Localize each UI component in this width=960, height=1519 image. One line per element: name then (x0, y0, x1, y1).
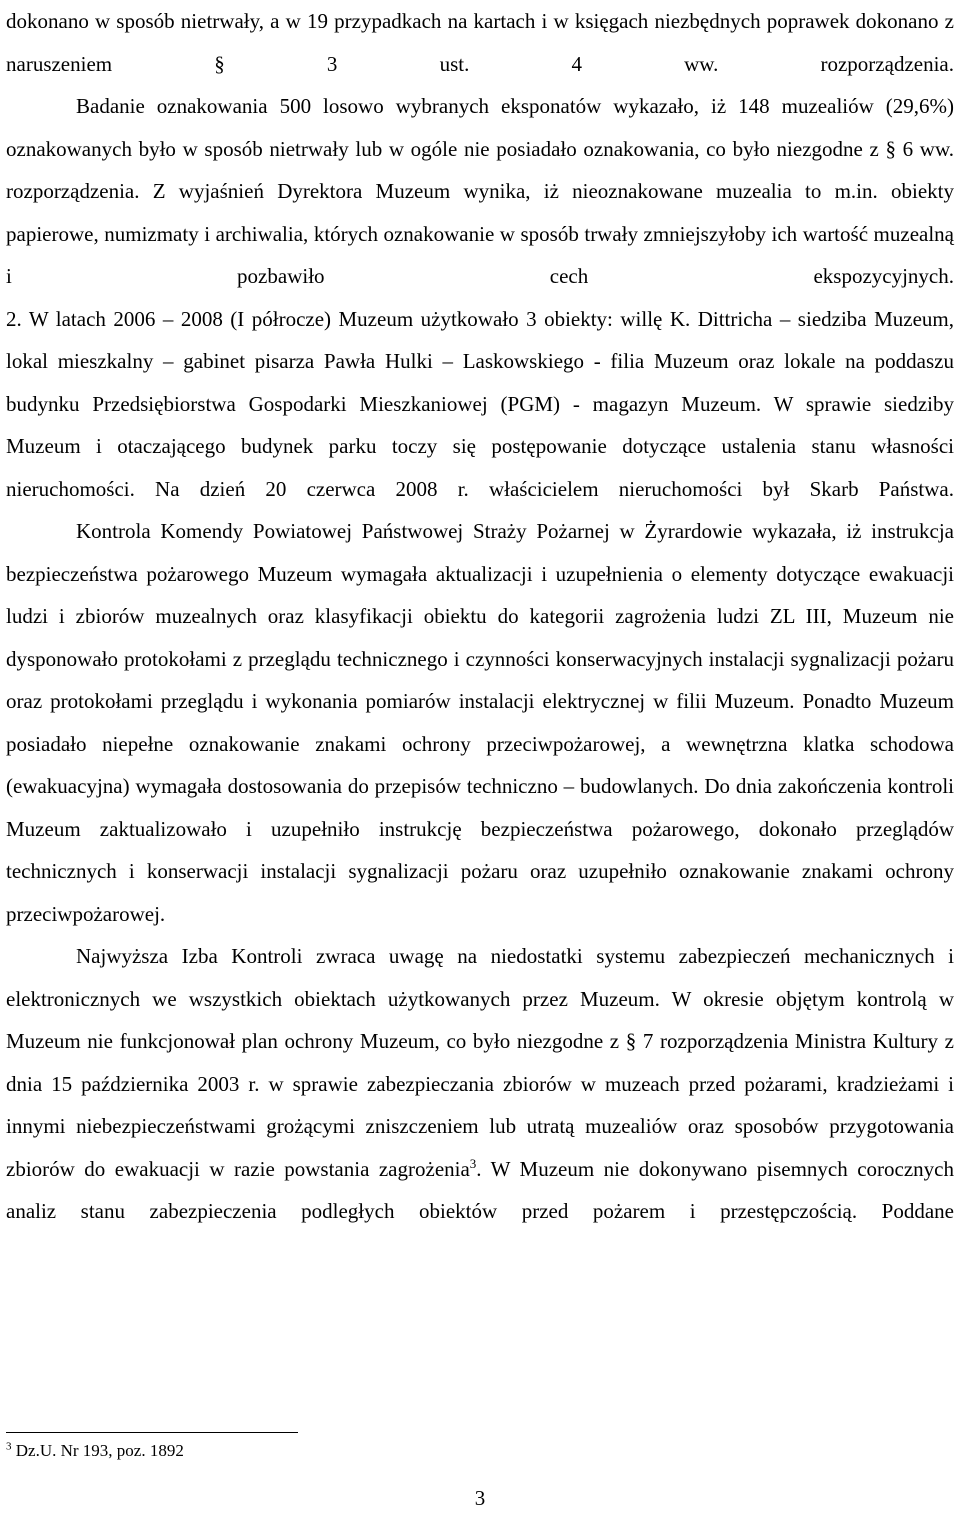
paragraph-2: Badanie oznakowania 500 losowo wybranych eksponatów wykazało, iż 148 muzealiów (29,6%) oznakowanych było w sposób nietrwały lub w ogóle nie posiadało oznakowania, co było niezgodne z § 6 ww. rozporządzenia. Z wyjaśnień Dyrektora Muzeum wynika, iż nieoznakowane muzealia to m.in. obiekty papierowe, numizmaty i archiwalia, których oznakowanie w sposób trwały zmniejszyłoby ich wartość muzealną i pozbawiło cech ekspozycyjnych. (6, 94, 954, 288)
paragraph-5 (6, 935, 954, 1233)
footnote-reference: 3 (469, 1155, 477, 1171)
paragraph-1: dokonano w sposób nietrwały, a w 19 przypadkach na kartach i w księgach niezbędnych poprawek dokonano z naruszeniem § 3 ust. 4 ww. rozporządzenia. (6, 9, 954, 76)
paragraph-4: Kontrola Komendy Powiatowej Państwowej Straży Pożarnej w Żyrardowie wykazała, iż instrukcja bezpieczeństwa pożarowego Muzeum wymagała aktualizacji i uzupełnienia o elementy dotyczące ewakuacji ludzi i zbiorów muzealnych oraz klasyfikacji obiektu do kategorii zagrożenia ludzi ZL III, Muzeum nie dysponowało protokołami z przeglądu technicznego i czynności konserwacyjnych instalacji sygnalizacji pożaru oraz protokołami przeglądu i wykonania pomiarów instalacji elektrycznej w filii Muzeum. Ponadto Muzeum posiadało niepełne oznakowanie znakami ochrony przeciwpożarowej, a wewnętrzna klatka schodowa (ewakuacyjna) wymagała dostosowania do przepisów techniczno – budowlanych. Do dnia zakończenia kontroli Muzeum zaktualizowało i uzupełniło instrukcję bezpieczeństwa pożarowego, dokonało przeglądów technicznych i konserwacji instalacji sygnalizacji pożaru oraz uzupełniło oznakowanie znakami ochrony przeciwpożarowej. (6, 519, 954, 926)
footnote (6, 1440, 184, 1462)
footnote-separator (6, 1432, 298, 1433)
footnote-number: 3 (6, 1440, 12, 1453)
document-page (6, 0, 954, 1519)
footnote-text: Dz.U. Nr 193, poz. 1892 (11, 1441, 184, 1460)
paragraph-5-text: Najwyższa Izba Kontroli zwraca uwagę na niedostatki systemu zabezpieczeń mechanicznych i elektronicznych we wszystkich obiektach użytkowanych przez Muzeum. W okresie objętym kontrolą w Muzeum nie funkcjonował plan ochrony Muzeum, co było niezgodne z § 7 rozporządzenia Ministra Kultury z dnia 15 października 2003 r. w sprawie zabezpieczania zbiorów w muzeach przed pożarami, kradzieżami i innymi niebezpieczeństwami grożącymi zniszczeniem lub utratą muzealiów oraz sposobów przygotowania zbiorów do ewakuacji w razie powstania zagrożenia (6, 944, 954, 1181)
page-number: 3 (474, 1486, 486, 1510)
paragraph-3: 2. W latach 2006 – 2008 (I półrocze) Muzeum użytkowało 3 obiekty: willę K. Dittricha – siedziba Muzeum, lokal mieszkalny – gabinet pisarza Pawła Hulki – Laskowskiego - filia Muzeum oraz lokale na poddaszu budynku Przedsiębiorstwa Gospodarki Mieszkaniowej (PGM) - magazyn Muzeum. W sprawie siedziby Muzeum i otaczającego budynek parku toczy się postępowanie dotyczące ustalenia stanu własności nieruchomości. Na dzień 20 czerwca 2008 r. właścicielem nieruchomości był Skarb Państwa. (6, 306, 954, 501)
paragraph-5-text-continued: . W Muzeum nie dokonywano pisemnych corocznych analiz stanu zabezpieczenia podległych obiektów przed pożarem i przestępczością. Poddane (6, 1156, 954, 1223)
